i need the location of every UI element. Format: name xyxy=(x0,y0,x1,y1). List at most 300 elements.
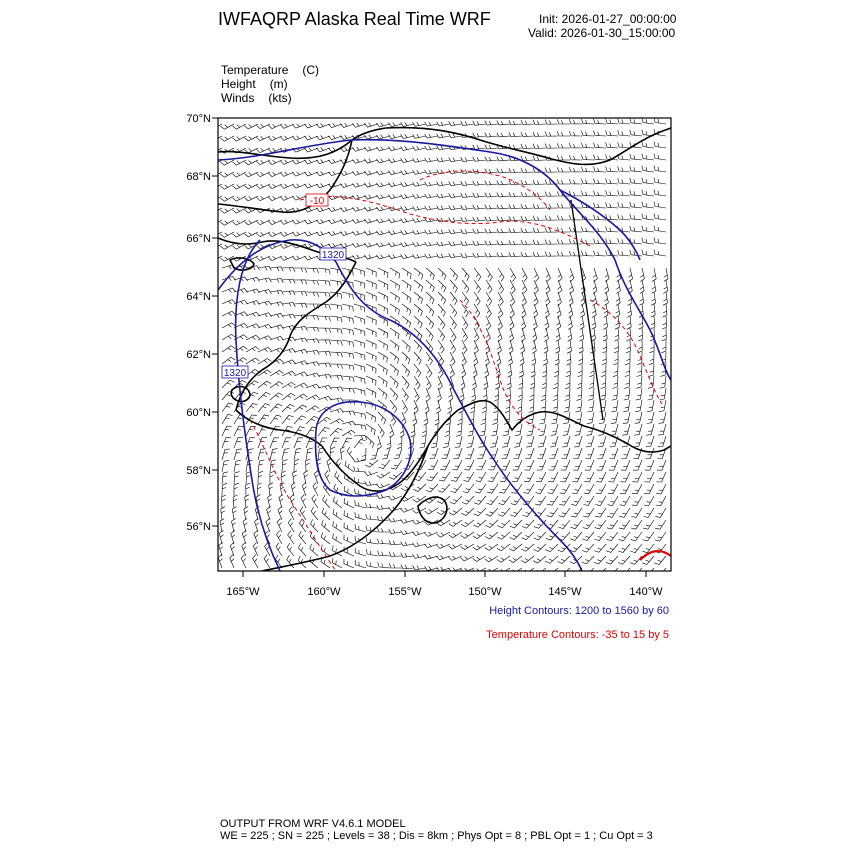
wind-barb xyxy=(634,436,642,447)
wind-barb xyxy=(497,340,501,354)
wind-barb xyxy=(497,121,510,125)
wind-barb xyxy=(540,412,547,424)
wind-barb xyxy=(280,244,294,248)
wind-barb xyxy=(333,521,342,532)
wind-barb xyxy=(335,471,342,484)
wind-barb xyxy=(221,208,235,213)
wind-barb xyxy=(582,532,594,541)
wind-barb xyxy=(264,555,270,568)
wind-barb xyxy=(330,280,342,287)
wind-barb xyxy=(461,217,474,221)
wind-barb xyxy=(311,519,319,532)
wind-barb xyxy=(280,184,294,188)
lon-label-160: 160°W xyxy=(307,586,341,598)
wind-barb xyxy=(233,232,247,237)
wind-barb xyxy=(662,328,667,341)
wind-barb xyxy=(541,388,546,401)
wind-barb xyxy=(300,507,306,520)
wind-barb xyxy=(499,484,510,493)
wind-barb xyxy=(610,424,618,435)
wind-barb xyxy=(413,554,427,558)
wind-barb xyxy=(233,220,247,225)
wind-barb xyxy=(438,268,446,280)
wind-barb xyxy=(525,448,534,459)
temp-label-box-1 xyxy=(306,194,328,207)
wind-barb xyxy=(243,518,247,532)
wind-barb xyxy=(414,268,423,279)
wind-barb xyxy=(316,136,330,140)
wind-barb xyxy=(282,371,296,376)
wind-barb xyxy=(268,184,282,189)
wind-barb xyxy=(467,436,474,447)
wind-barb xyxy=(294,268,307,273)
wind-barb xyxy=(425,194,439,198)
wind-barb xyxy=(426,328,433,341)
wind-barb xyxy=(394,448,402,459)
wind-barb xyxy=(401,218,415,222)
wind-barb xyxy=(378,412,386,424)
wind-barb xyxy=(606,130,618,136)
wind-barb xyxy=(437,182,450,186)
wind-barb xyxy=(502,436,510,447)
wind-barb xyxy=(594,556,606,564)
wind-barb xyxy=(655,532,666,541)
wind-barb xyxy=(453,448,462,459)
wind-barb xyxy=(604,304,608,318)
wind-barb xyxy=(425,508,438,514)
wind-barb xyxy=(582,556,594,564)
wind-barb xyxy=(354,352,365,360)
wind-barb xyxy=(622,424,630,435)
wind-barb xyxy=(557,203,570,208)
wind-barb xyxy=(618,214,630,220)
wind-barb xyxy=(619,532,630,541)
wind-barb xyxy=(299,531,306,544)
wind-barb xyxy=(299,543,307,556)
wind-barb xyxy=(548,484,558,494)
wind-barb xyxy=(612,376,618,389)
wind-barb xyxy=(643,508,654,517)
wind-barb xyxy=(600,388,606,400)
wind-barb xyxy=(533,204,546,209)
wind-barb xyxy=(450,280,457,293)
wind-barb xyxy=(377,505,390,509)
wind-barb xyxy=(401,134,415,138)
wind-barb xyxy=(498,316,503,330)
wind-barb xyxy=(352,255,366,259)
wind-barb xyxy=(402,400,408,413)
wind-barb xyxy=(304,256,318,260)
wind-barb xyxy=(425,158,439,162)
wind-barb xyxy=(659,412,666,423)
wind-barb xyxy=(546,544,558,552)
wind-barb xyxy=(340,123,354,127)
wind-barb xyxy=(280,136,294,140)
wind-barb xyxy=(521,144,534,149)
wind-barb xyxy=(318,328,331,333)
wind-barb xyxy=(258,449,266,460)
wind-barb xyxy=(594,167,607,172)
wind-barb xyxy=(306,350,319,354)
lon-label-145: 145°W xyxy=(548,586,582,598)
wind-barb xyxy=(246,335,260,340)
wind-barb xyxy=(450,340,456,353)
wind-barb xyxy=(402,388,408,401)
wind-barb xyxy=(497,169,510,173)
wind-barb xyxy=(643,520,654,529)
wind-barb xyxy=(474,292,480,305)
wind-barb xyxy=(344,523,354,533)
wind-barb xyxy=(306,406,319,412)
wind-barb xyxy=(618,118,630,124)
wind-barb xyxy=(533,316,537,330)
wind-barb xyxy=(486,292,492,305)
wind-barb xyxy=(340,447,344,460)
wind-barb xyxy=(340,135,354,139)
wind-barb xyxy=(222,426,232,436)
wind-barb xyxy=(526,436,534,447)
wind-barb xyxy=(658,436,666,447)
wind-barb xyxy=(292,184,306,188)
wind-barb xyxy=(292,124,306,128)
wind-barb xyxy=(510,532,523,540)
wind-barb xyxy=(318,374,331,378)
wind-barb xyxy=(282,449,289,461)
wind-barb xyxy=(294,383,308,388)
wind-barb xyxy=(581,119,594,124)
wind-barb xyxy=(270,325,284,329)
wind-barb xyxy=(461,205,474,209)
wind-barb xyxy=(471,388,475,401)
wind-barb xyxy=(342,352,354,359)
wind-barb xyxy=(449,193,462,197)
wind-barb xyxy=(376,159,390,163)
wind-barb xyxy=(642,166,654,172)
wind-barb xyxy=(401,182,415,186)
wind-barb xyxy=(244,507,248,521)
wind-barb xyxy=(480,424,487,436)
wind-barb xyxy=(401,530,415,534)
wind-barb xyxy=(328,243,342,247)
wind-barb xyxy=(522,268,527,282)
wind-barb xyxy=(342,421,356,425)
wind-barb xyxy=(606,238,618,244)
wind-barb xyxy=(318,292,330,298)
init-time: Init: 2026-01-27_00:00:00 xyxy=(539,12,677,26)
height-contour-low xyxy=(316,402,411,496)
wind-barb xyxy=(378,268,388,278)
wind-barb xyxy=(521,252,534,257)
wind-barb xyxy=(510,520,522,528)
wind-barb xyxy=(449,253,462,257)
wind-barb xyxy=(340,219,354,223)
wind-barb xyxy=(366,364,376,374)
wind-barb xyxy=(509,228,522,233)
wind-barb xyxy=(414,292,423,304)
wind-barb xyxy=(318,396,332,400)
wind-barb xyxy=(642,250,654,256)
wind-barb xyxy=(330,328,342,334)
wind-barb xyxy=(630,544,642,553)
wind-barb xyxy=(534,268,539,282)
wind-barb xyxy=(654,154,666,161)
wind-barb xyxy=(382,448,390,459)
wind-barb xyxy=(642,190,654,196)
wind-barb xyxy=(619,508,630,517)
wind-barb xyxy=(288,531,294,544)
wind-barb xyxy=(304,124,318,128)
wind-barb xyxy=(230,554,234,568)
wind-barb xyxy=(345,461,354,472)
wind-barb xyxy=(608,496,619,506)
wind-barb xyxy=(538,436,546,447)
wind-barb xyxy=(557,155,570,160)
wind-barb xyxy=(569,292,573,306)
wind-barb xyxy=(561,448,570,459)
wind-barb xyxy=(413,158,427,162)
wind-barb xyxy=(245,196,259,201)
wind-barb xyxy=(557,227,570,232)
wind-barb xyxy=(640,280,644,294)
wind-barb xyxy=(376,171,390,175)
wind-barb xyxy=(402,340,410,352)
wind-barb xyxy=(654,568,666,576)
wind-barb xyxy=(473,364,477,378)
svg-text:-10: -10 xyxy=(309,196,325,207)
wind-barb xyxy=(221,136,235,141)
wind-barb xyxy=(461,229,474,233)
wind-barb xyxy=(497,253,510,257)
wind-barb xyxy=(330,398,344,402)
wind-barb xyxy=(255,518,259,532)
wind-barb xyxy=(304,471,308,485)
wind-barb xyxy=(209,208,222,213)
wind-barb xyxy=(521,204,534,209)
wind-barb xyxy=(316,184,330,188)
wind-barb xyxy=(509,252,522,257)
wind-barb xyxy=(352,231,366,235)
wind-barb xyxy=(221,232,235,237)
wind-barb xyxy=(456,424,462,436)
wind-barb xyxy=(607,520,618,529)
wind-barb xyxy=(642,154,654,160)
wind-barb xyxy=(509,556,522,563)
wind-barb xyxy=(569,568,582,575)
wind-barb xyxy=(256,232,270,237)
wind-barb xyxy=(545,556,558,563)
wind-barb xyxy=(242,542,246,556)
wind-barb xyxy=(222,472,228,484)
wind-barb xyxy=(401,553,414,557)
wind-barb xyxy=(294,361,308,365)
wind-barb xyxy=(316,148,330,152)
wind-barb xyxy=(618,190,630,196)
wind-barb xyxy=(437,206,450,210)
field-temperature: Temperature (C) xyxy=(221,63,320,77)
wind-barb xyxy=(268,196,282,201)
wind-barb xyxy=(377,436,381,450)
wind-barb xyxy=(330,409,344,413)
wind-barb xyxy=(330,387,343,391)
wind-barb xyxy=(342,376,354,382)
wind-barb xyxy=(312,495,318,508)
wind-barb xyxy=(522,520,534,528)
wind-barb xyxy=(366,292,376,301)
wind-barb xyxy=(222,483,227,496)
wind-barb xyxy=(449,544,463,549)
wind-barb xyxy=(486,316,491,330)
wind-barb xyxy=(280,172,294,176)
wind-barb xyxy=(583,520,594,529)
wind-barb xyxy=(514,436,522,447)
valid-time: Valid: 2026-01-30_15:00:00 xyxy=(528,26,676,40)
wind-barb xyxy=(266,518,270,532)
temp-contour-warm xyxy=(640,551,671,560)
wind-barb xyxy=(426,388,430,402)
wind-barb xyxy=(450,364,454,378)
wind-barb xyxy=(529,388,534,401)
wind-barb xyxy=(533,252,546,257)
wind-barb xyxy=(597,448,606,459)
wind-barb xyxy=(654,226,666,233)
wind-barb xyxy=(572,472,582,482)
wind-barb xyxy=(533,240,546,245)
wind-barb xyxy=(316,208,330,212)
wind-barb xyxy=(486,508,498,516)
wind-barb xyxy=(354,364,365,372)
wind-barb xyxy=(497,544,510,551)
wind-barb xyxy=(330,364,343,369)
wind-barb xyxy=(222,334,235,340)
wind-barb xyxy=(497,556,510,562)
wind-barb xyxy=(546,280,550,294)
wind-barb xyxy=(573,448,582,459)
wind-barb xyxy=(569,304,573,318)
wind-barb xyxy=(473,544,486,550)
wind-barb xyxy=(643,532,654,541)
wind-barb xyxy=(310,544,318,556)
wind-barb xyxy=(314,470,318,484)
wind-barb xyxy=(485,544,498,550)
wind-barb xyxy=(258,471,263,484)
wind-barb xyxy=(654,166,666,173)
wind-barb xyxy=(401,194,415,198)
lat-axis xyxy=(186,113,218,533)
wind-barb xyxy=(330,428,342,436)
wind-barb xyxy=(501,448,510,459)
wind-barb xyxy=(258,336,272,340)
wind-barb xyxy=(390,328,399,339)
wind-barb xyxy=(557,292,561,306)
wind-barb xyxy=(555,352,559,365)
wind-barb xyxy=(354,466,366,472)
wind-barb xyxy=(413,134,427,138)
wind-barb xyxy=(521,216,534,221)
wind-barb xyxy=(605,280,609,294)
wind-barb xyxy=(268,220,282,225)
wind-barb xyxy=(518,376,523,389)
wind-barb xyxy=(594,119,607,124)
wind-barb xyxy=(366,376,376,386)
wind-barb xyxy=(378,304,388,314)
wind-barb xyxy=(438,304,445,317)
wind-barb xyxy=(557,251,570,256)
wind-barb xyxy=(596,472,606,482)
wind-barb xyxy=(342,304,353,311)
wind-barb xyxy=(635,400,642,412)
wind-barb xyxy=(461,121,474,125)
temperature-contour-note: Temperature Contours: -35 to 15 by 5 xyxy=(486,629,669,641)
wind-barb xyxy=(450,316,457,329)
wind-barb xyxy=(438,484,450,492)
wind-barb xyxy=(510,316,514,330)
lat-label-64: 64°N xyxy=(186,291,211,303)
wind-barb xyxy=(389,518,403,522)
wind-barb xyxy=(606,178,618,184)
wind-barb xyxy=(304,148,318,152)
wind-barb xyxy=(355,512,366,520)
wind-barb xyxy=(545,192,558,197)
wind-barb xyxy=(370,448,378,459)
wind-barb xyxy=(655,520,666,529)
wind-barb xyxy=(322,520,330,532)
wind-barb xyxy=(618,250,630,256)
wind-barb xyxy=(513,460,522,470)
wind-barb xyxy=(521,340,525,354)
coast-bristol-bay xyxy=(322,410,458,491)
wind-barb xyxy=(646,436,654,447)
wind-barb xyxy=(508,352,512,366)
wind-barb xyxy=(221,184,235,189)
wind-barb xyxy=(333,533,342,544)
wind-barb xyxy=(545,240,558,245)
wind-barb xyxy=(219,530,223,544)
wind-barb xyxy=(232,519,236,533)
wind-barb xyxy=(616,280,620,294)
wind-barb xyxy=(390,292,399,303)
wind-barb xyxy=(521,240,534,245)
wind-barb xyxy=(576,400,582,412)
wind-barb xyxy=(488,472,498,482)
wind-barb xyxy=(401,542,414,546)
wind-barb xyxy=(508,364,512,377)
wind-barb xyxy=(292,232,306,236)
wind-barb xyxy=(340,183,354,187)
wind-barb xyxy=(304,232,318,236)
wind-barb xyxy=(533,120,546,125)
wind-barb xyxy=(221,507,225,520)
wind-barb xyxy=(389,529,402,533)
wind-barb xyxy=(654,178,666,185)
wind-barb xyxy=(572,484,582,494)
wind-barb xyxy=(352,123,366,127)
wind-barb xyxy=(234,358,247,364)
wind-barb xyxy=(294,394,307,400)
wind-barb xyxy=(581,143,594,148)
wind-barb xyxy=(389,540,402,545)
wind-barb xyxy=(294,280,307,285)
wind-barb xyxy=(427,472,438,481)
wind-barb xyxy=(306,459,311,472)
wind-barb xyxy=(306,416,318,424)
wind-barb xyxy=(521,316,525,330)
wind-barb xyxy=(294,405,307,412)
wind-barb xyxy=(256,196,270,201)
wind-barb xyxy=(253,555,258,569)
wind-barb xyxy=(233,184,247,189)
wind-barb xyxy=(543,352,547,365)
wind-barb xyxy=(364,255,378,259)
